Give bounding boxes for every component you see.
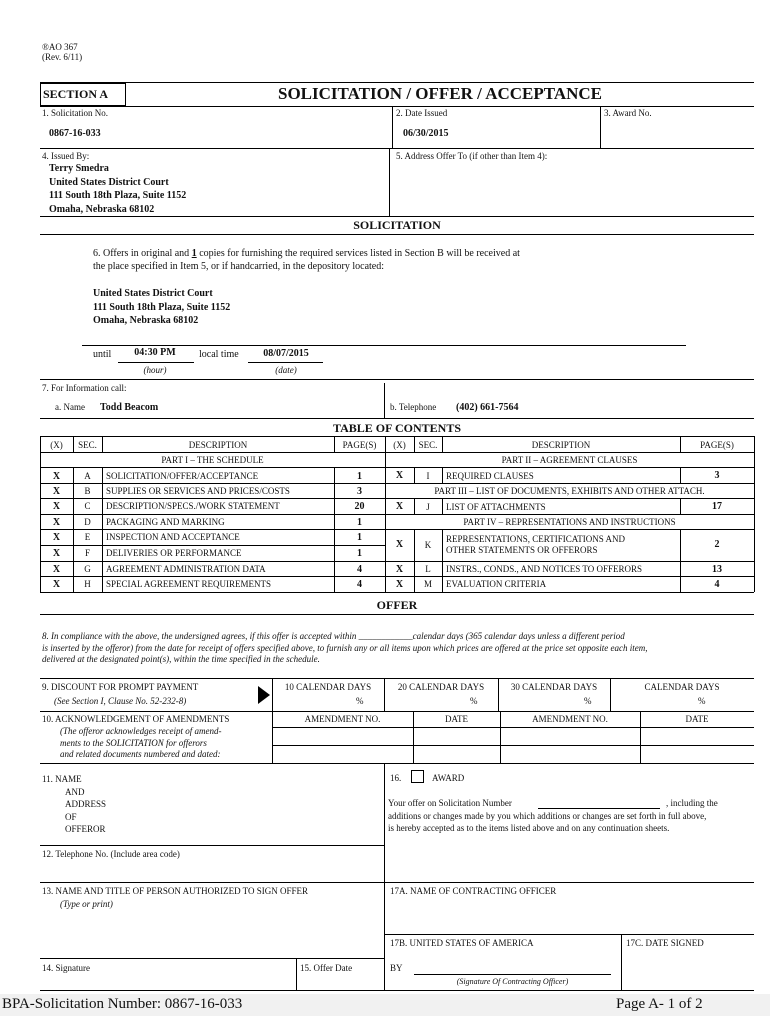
toc-desc: REPRESENTATIONS, CERTIFICATIONS AND OTHER STATEMENTS OR OFFERORS [446,534,626,555]
depository-address: United States District Court 111 South 18th Plaza, Suite 1152 Omaha, Nebraska 68102 [93,288,231,326]
amendment-date-header: DATE [445,714,468,724]
toc-pages: 4 [357,564,362,575]
toc-check: X [52,548,61,559]
toc-pages: 1 [357,471,362,482]
until-label: until [93,349,112,360]
contact-telephone: (402) 661-7564 [456,402,519,413]
toc-pages: 1 [357,548,362,559]
toc-sec: K [424,540,432,550]
toc-sec: E [84,532,91,542]
ack-amendments-sub: (The offeror acknowledges receipt of amend- ments to the SOLICITATION for offerors and related documents numbered and dated: [60,726,222,759]
toc-sec: D [84,517,91,527]
award-item-number: 16. [390,773,402,783]
signature-label: 14. Signature [42,963,90,973]
discount-label: 9. DISCOUNT FOR PROMPT PAYMENT [42,682,199,692]
offer-date-label: 15. Offer Date [300,963,353,973]
toc-desc: DELIVERIES OR PERFORMANCE [106,548,242,558]
toc-header-desc: DESCRIPTION [188,440,248,450]
info-call-label: 7. For Information call: [42,383,127,393]
toc-sec: H [84,579,91,589]
ack-amendments-label: 10. ACKNOWLEDGEMENT OF AMENDMENTS [42,714,230,724]
form-id: ®AO 367 [42,42,78,52]
toc-desc: INSTRS., CONDS., AND NOTICES TO OFFERORS [446,564,642,574]
toc-desc: SOLICITATION/OFFER/ACCEPTANCE [106,471,259,481]
offeror-name-address-label: 11. NAME AND ADDRESS OF OFFEROR [42,774,107,835]
discount-20-days: 20 CALENDAR DAYS [397,682,485,692]
contact-name-label: a. Name [55,402,85,412]
usa-label: 17B. UNITED STATES OF AMERICA [390,938,534,948]
date-issued-label: 2. Date Issued [396,108,448,118]
toc-check: X [395,470,404,481]
discount-10-days: 10 CALENDAR DAYS [284,682,372,692]
toc-pages: 4 [714,579,720,590]
toc-sec: J [426,502,430,512]
discount-10-pct[interactable]: % [356,696,364,706]
toc-part1: PART I – THE SCHEDULE [161,455,264,465]
toc-header-sec: SEC. [78,440,97,450]
award-text-3: is hereby accepted as to the items listed above and on any continuation sheets. [388,823,670,833]
discount-30-days: 30 CALENDAR DAYS [510,682,598,692]
toc-desc: SPECIAL AGREEMENT REQUIREMENTS [106,579,272,589]
toc-sec: F [84,548,90,558]
toc-part2: PART II – AGREEMENT CLAUSES [501,455,638,465]
toc-part4: PART IV – REPRESENTATIONS AND INSTRUCTIONS [463,517,676,527]
telephone-label: 12. Telephone No. (Include area code) [42,849,180,859]
date-caption: (date) [275,365,297,375]
toc-sec: I [426,471,430,481]
local-time-label: local time [199,349,239,360]
toc-sec: A [84,471,91,481]
toc-pages: 1 [357,532,362,543]
toc-check: X [395,579,404,590]
address-offer-to-label: 5. Address Offer To (if other than Item 4): [396,151,548,161]
toc-header-x: (X) [393,440,406,450]
discount-20-pct[interactable]: % [470,696,478,706]
toc-check: X [52,579,61,590]
contact-telephone-label: b. Telephone [390,402,437,412]
award-text-1a: Your offer on Solicitation Number [388,798,512,808]
hour-caption: (hour) [143,365,167,375]
toc-header-x: (X) [50,440,63,450]
solicitation-no-value: 0867-16-033 [49,128,101,139]
toc-pages: 13 [712,564,722,575]
solicitation-heading: SOLICITATION [353,218,441,232]
toc-pages: 4 [357,579,362,590]
contracting-officer-label: 17A. NAME OF CONTRACTING OFFICER [390,886,557,896]
toc-check: X [52,501,61,512]
discount-other-pct[interactable]: % [698,696,706,706]
toc-sec: C [84,501,91,511]
toc-pages: 2 [714,539,720,550]
discount-30-pct[interactable]: % [584,696,592,706]
toc-desc: DESCRIPTION/SPECS./WORK STATEMENT [106,501,280,511]
arrow-icon [258,686,270,704]
toc-check: X [52,517,61,528]
authorized-signer-sub: (Type or print) [60,899,113,909]
toc-check: X [395,564,404,575]
toc-pages: 17 [712,501,722,512]
toc-header-pages: PAGE(S) [700,440,734,450]
amendment-date-header: DATE [685,714,709,724]
item8-text: 8. In compliance with the above, the undersigned agrees, if this offer is accepted within ____________calendar days (365 calendar days unless a different period is inserted by the offeror) from the date for receipt of offers specified above, to furnish any or all items upon which prices are offered at the price set opposite each item, delivered at the designated point(s), within the time specified in the schedule. [42,631,648,664]
award-text-1b: , including the [666,798,718,808]
toc-header-pages: PAGE(S) [342,440,377,450]
toc-check: X [52,532,61,543]
toc-check: X [52,486,61,497]
toc-part3: PART III – LIST OF DOCUMENTS, EXHIBITS AND OTHER ATTACH. [434,486,705,496]
issued-by-address: Terry Smedra United States District Court 111 South 18th Plaza, Suite 1152 Omaha, Nebraska 68102 [49,163,187,215]
amendment-no-header: AMENDMENT NO. [304,714,381,724]
toc-pages: 20 [354,501,365,512]
toc-check: X [395,539,404,550]
toc-sec: M [423,579,432,589]
toc-desc: LIST OF ATTACHMENTS [446,502,546,512]
authorized-signer-label: 13. NAME AND TITLE OF PERSON AUTHORIZED TO SIGN OFFER [42,886,309,896]
toc-desc: INSPECTION AND ACCEPTANCE [106,532,240,542]
toc-pages: 1 [357,517,362,528]
item6-text-line1: 6. Offers in original and 1 copies for furnishing the required services listed in Section B will be received at [93,248,520,259]
toc-desc: EVALUATION CRITERIA [446,579,547,589]
toc-check: X [395,501,404,512]
section-label: SECTION A [40,83,126,106]
solicitation-no-label: 1. Solicitation No. [42,108,108,118]
toc-header-desc: DESCRIPTION [531,440,591,450]
award-text-2: additions or changes made by you which additions or changes are set forth in full above, [388,811,707,821]
form-revision: (Rev. 6/11) [42,52,83,62]
item6-text-line2: the place specified in Item 5, or if handcarried, in the depository located: [93,261,385,272]
issued-by-label: 4. Issued By: [42,151,90,161]
signature-caption: (Signature Of Contracting Officer) [456,977,569,986]
amendment-no-header: AMENDMENT NO. [532,714,608,724]
toc-check: X [52,471,61,482]
toc-header-sec: SEC. [418,440,438,450]
offer-heading: OFFER [376,598,418,612]
toc-sec: L [425,564,431,574]
award-no-label: 3. Award No. [604,108,652,118]
discount-sub: (See Section I, Clause No. 52-232-8) [54,696,187,706]
date-issued-value: 06/30/2015 [403,128,449,139]
footer-page-number: Page A- 1 of 2 [616,996,703,1012]
receipt-date: 08/07/2015 [263,348,309,359]
discount-other-days: CALENDAR DAYS [644,682,720,692]
toc-pages: 3 [714,470,720,481]
contact-name: Todd Beacom [100,402,159,413]
main-title: SOLICITATION / OFFER / ACCEPTANCE [278,84,602,103]
toc-sec: G [84,564,91,574]
footer-solicitation-number: BPA-Solicitation Number: 0867-16-033 [2,996,243,1012]
by-label: BY [390,963,403,973]
award-checkbox[interactable] [411,770,424,783]
toc-desc: REQUIRED CLAUSES [446,471,534,481]
toc-title: TABLE OF CONTENTS [332,421,462,435]
toc-desc: SUPPLIES OR SERVICES AND PRICES/COSTS [106,486,290,496]
toc-desc: AGREEMENT ADMINISTRATION DATA [106,564,266,574]
award-label: AWARD [432,773,465,783]
toc-desc: PACKAGING AND MARKING [106,517,225,527]
date-signed-label: 17C. DATE SIGNED [626,938,704,948]
toc-sec: B [84,486,91,496]
toc-pages: 3 [357,486,362,497]
receipt-time: 04:30 PM [134,347,176,358]
toc-check: X [52,564,61,575]
